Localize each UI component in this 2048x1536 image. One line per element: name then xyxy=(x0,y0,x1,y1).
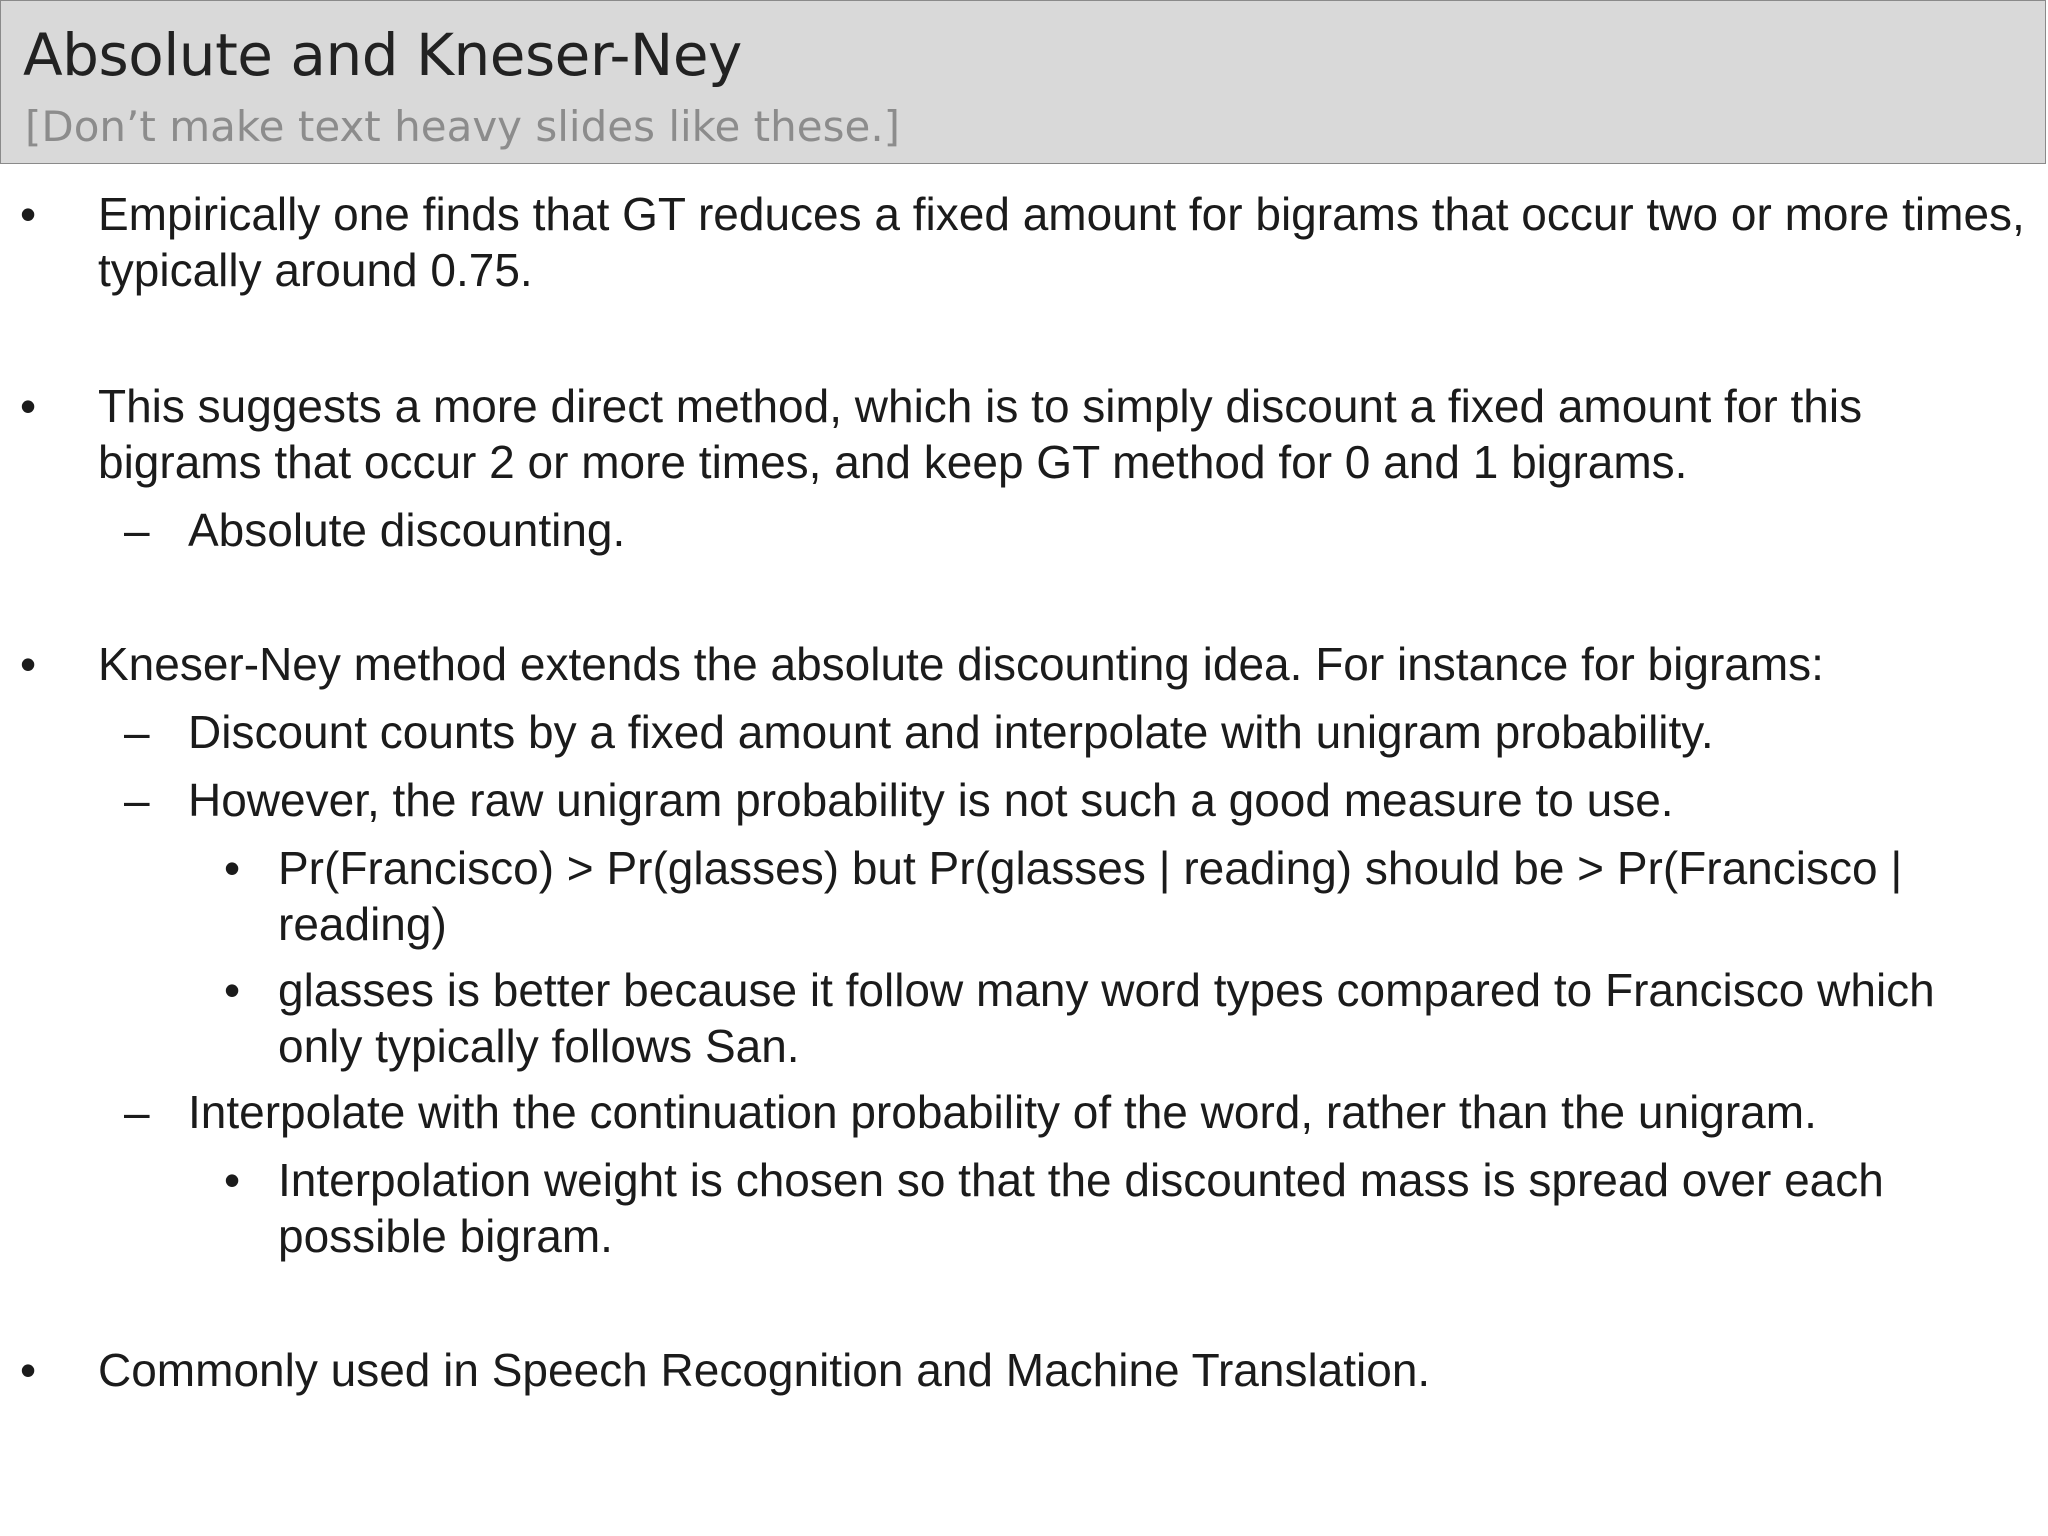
slide-subtitle: [Don’t make text heavy slides like these.] xyxy=(25,102,901,151)
bullet-marker: • xyxy=(20,1344,37,1396)
slide-title: Absolute and Kneser-Ney xyxy=(23,21,742,89)
sub-sub-item-interpolation-weight: Interpolation weight is chosen so that the discounted mass is spread over each possible bigram. xyxy=(278,1154,1884,1262)
dash-marker: – xyxy=(124,1086,150,1138)
sub-sub-item-glasses: glasses is better because it follow many word types compared to Francisco which only typically follows San. xyxy=(278,964,1935,1072)
sub-item-continuation: Interpolate with the continuation probability of the word, rather than the unigram. xyxy=(188,1086,1817,1138)
dash-marker: – xyxy=(124,706,150,758)
bullet-item-4: Commonly used in Speech Recognition and Machine Translation. xyxy=(98,1344,1431,1396)
bullet-item-3: Kneser-Ney method extends the absolute discounting idea. For instance for bigrams: xyxy=(98,638,1824,690)
sub-sub-item-francisco: Pr(Francisco) > Pr(glasses) but Pr(glasses | reading) should be > Pr(Francisco | reading) xyxy=(278,842,1903,950)
sub-item-discount-counts: Discount counts by a fixed amount and interpolate with unigram probability. xyxy=(188,706,1714,758)
sub-item-absolute-discounting: Absolute discounting. xyxy=(188,504,626,556)
small-bullet-marker: • xyxy=(224,964,241,1016)
bullet-marker: • xyxy=(20,638,37,690)
small-bullet-marker: • xyxy=(224,842,241,894)
dash-marker: – xyxy=(124,774,150,826)
dash-marker: – xyxy=(124,504,150,556)
bullet-item-1: Empirically one finds that GT reduces a fixed amount for bigrams that occur two or more times, typically around 0.75. xyxy=(98,188,2025,296)
bullet-marker: • xyxy=(20,380,37,432)
small-bullet-marker: • xyxy=(224,1154,241,1206)
bullet-marker: • xyxy=(20,188,37,240)
bullet-item-2: This suggests a more direct method, which is to simply discount a fixed amount for this bigrams that occur 2 or more times, and keep GT method for 0 and 1 bigrams. xyxy=(98,380,1863,488)
sub-item-raw-unigram: However, the raw unigram probability is not such a good measure to use. xyxy=(188,774,1674,826)
